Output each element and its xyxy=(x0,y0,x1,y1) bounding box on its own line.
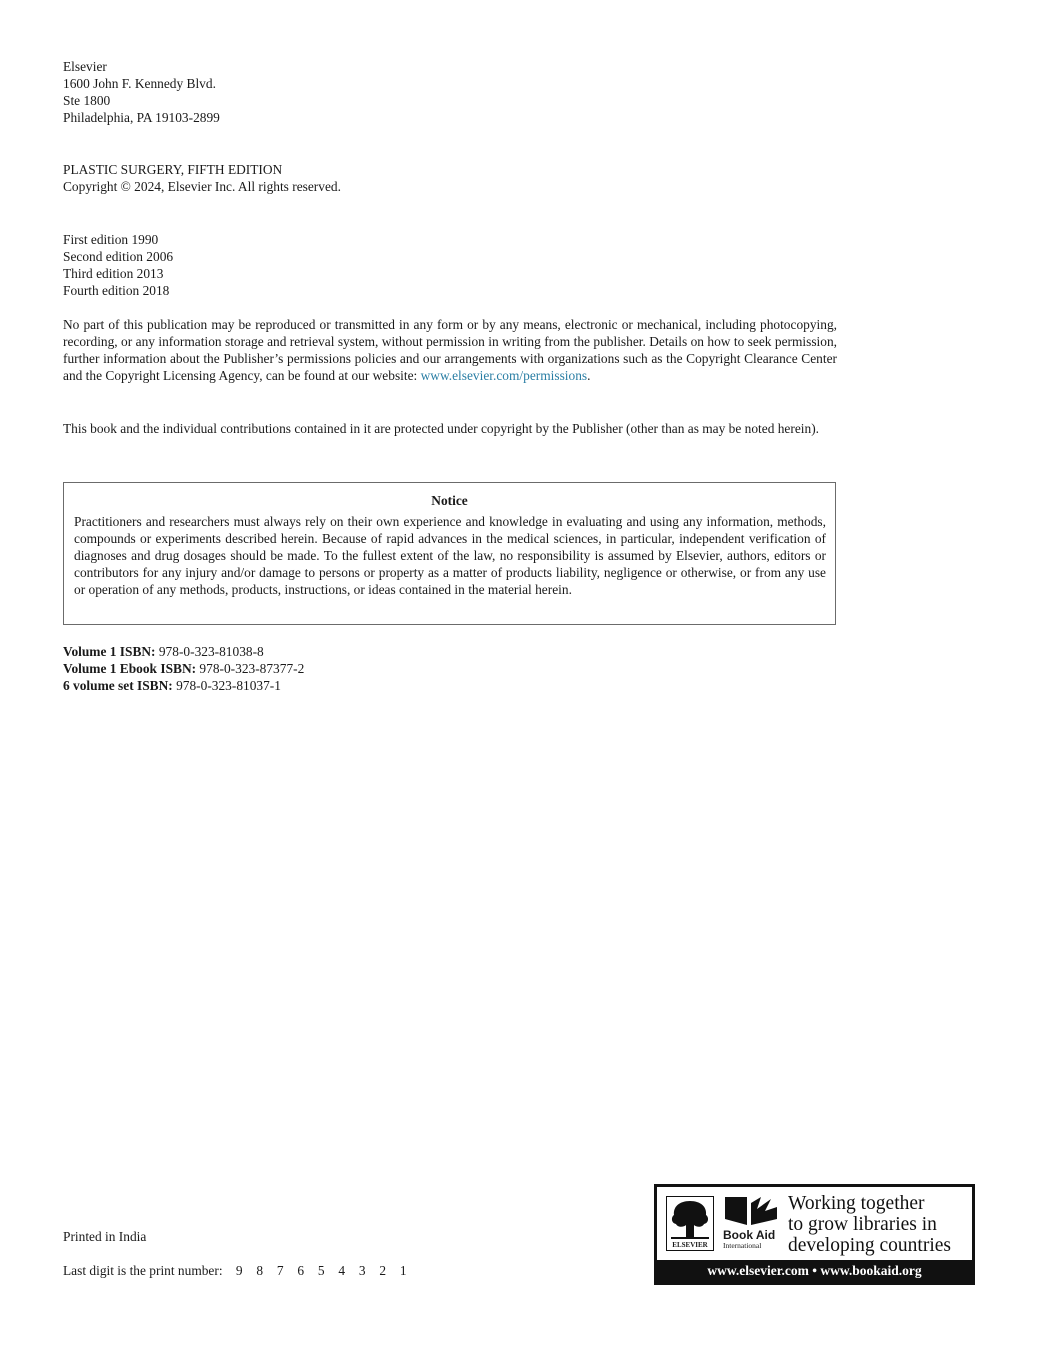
isbn-line xyxy=(63,677,837,694)
print-digits xyxy=(236,1263,421,1278)
elsevier-tree-icon xyxy=(667,1197,713,1241)
tagline-line: Working together xyxy=(788,1193,925,1214)
edition-line: First edition 1990 xyxy=(63,232,159,247)
print-digit: 7 xyxy=(276,1263,284,1278)
address-line: Ste 1800 xyxy=(63,93,111,108)
book-title: PLASTIC SURGERY, FIFTH EDITION xyxy=(63,162,283,177)
print-digit: 6 xyxy=(297,1263,305,1278)
isbn-line xyxy=(63,660,837,677)
address-line: Philadelphia, PA 19103-2899 xyxy=(63,110,220,125)
book-aid-tagline xyxy=(788,1193,951,1256)
book-aid-name: Book Aid xyxy=(723,1228,776,1242)
permissions-text: No part of this publication may be reproduced or transmitted in any form or by any means, electronic or mechanical, including photocopying, recording, or any information storage and retrieval system, without permission in writing from the publisher. Details on how to seek permission, further information about the Publisher’s permissions policies and our arrangements with organizations such as the Copyright Clearance Center and the Copyright Licensing Agency, can be found at our website: xyxy=(63,317,837,383)
elsevier-logo xyxy=(666,1196,714,1251)
book-aid-urls: www.elsevier.com • www.bookaid.org xyxy=(657,1260,972,1282)
print-digit: 4 xyxy=(338,1263,346,1278)
address-line: Elsevier xyxy=(63,59,107,74)
tagline-line: developing countries xyxy=(788,1235,951,1256)
notice-body: Practitioners and researchers must always rely on their own experience and knowledge in evaluating and using any information, methods, compounds or experiments described herein. Because of rapid advances in the medical sciences, in particular, independent verification of diagnoses and drug dosages should be made. To the fullest extent of the law, no responsibility is assumed by Elsevier, authors, editors or contributors for any injury and/or damage to persons or property as a matter of products liability, negligence or otherwise, or from any use or operation of any methods, products, instructions, or ideas contained in the material herein. xyxy=(74,514,826,597)
book-aid-sub: International xyxy=(723,1241,762,1250)
edition-line: Fourth edition 2018 xyxy=(63,283,170,298)
isbn-line xyxy=(63,643,837,660)
print-digit: 5 xyxy=(317,1263,325,1278)
isbn-label: 6 volume set ISBN: xyxy=(63,678,173,693)
address-line: 1600 John F. Kennedy Blvd. xyxy=(63,76,216,91)
tagline-line: to grow libraries in xyxy=(788,1214,937,1235)
isbn-value: 978-0-323-81038-8 xyxy=(155,644,264,659)
edition-line: Third edition 2013 xyxy=(63,266,164,281)
print-digit: 3 xyxy=(358,1263,366,1278)
isbn-label: Volume 1 Ebook ISBN: xyxy=(63,661,197,676)
permissions-link[interactable]: www.elsevier.com/permissions xyxy=(420,368,588,383)
copyright-line: Copyright © 2024, Elsevier Inc. All rights reserved. xyxy=(63,179,341,194)
print-digit: 8 xyxy=(256,1263,264,1278)
book-aid-logo xyxy=(723,1195,781,1255)
permissions-paragraph xyxy=(63,316,837,384)
elsevier-logo-text: ELSEVIER xyxy=(672,1241,708,1249)
isbn-list xyxy=(63,643,837,694)
book-aid-logo-block xyxy=(654,1184,975,1285)
protection-paragraph: This book and the individual contributions contained in it are protected under copyright by the Publisher (other than as may be noted herein). xyxy=(63,421,820,436)
print-number-label: Last digit is the print number: xyxy=(63,1263,223,1278)
permissions-end: . xyxy=(587,368,591,383)
edition-history xyxy=(63,231,837,299)
print-digit: 2 xyxy=(379,1263,387,1278)
isbn-value: 978-0-323-87377-2 xyxy=(196,661,305,676)
print-digit: 1 xyxy=(399,1263,407,1278)
edition-line: Second edition 2006 xyxy=(63,249,174,264)
publisher-address xyxy=(63,58,837,126)
isbn-label: Volume 1 ISBN: xyxy=(63,644,156,659)
notice-heading: Notice xyxy=(431,493,468,508)
book-aid-icon xyxy=(723,1195,779,1229)
isbn-value: 978-0-323-81037-1 xyxy=(172,678,281,693)
title-block xyxy=(63,161,837,195)
print-digit: 9 xyxy=(235,1263,243,1278)
printed-in: Printed in India xyxy=(63,1229,147,1244)
notice-box xyxy=(63,482,836,625)
